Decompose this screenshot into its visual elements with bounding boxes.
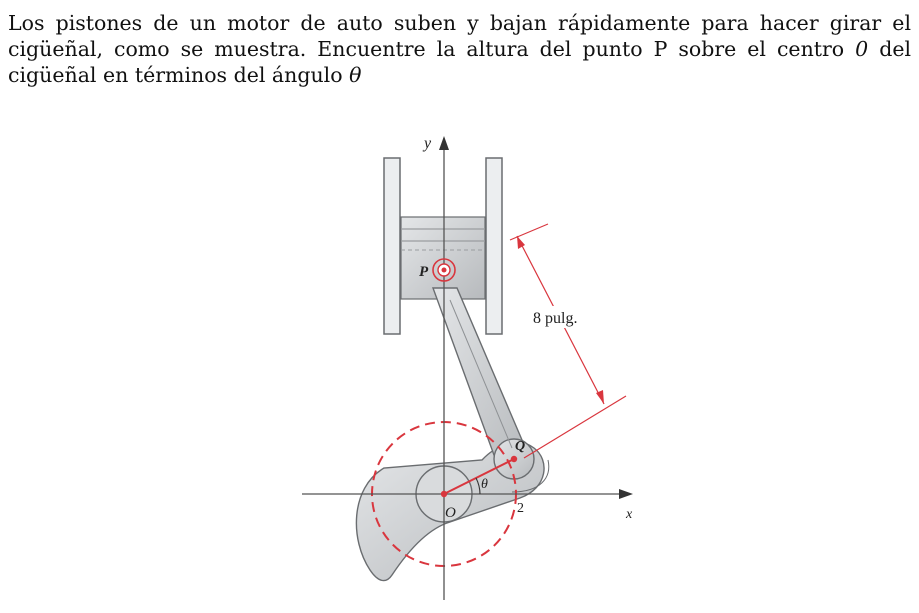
- cylinder-wall-right: [486, 158, 502, 334]
- y-axis-label: y: [424, 135, 432, 152]
- y-axis-arrow: [439, 136, 449, 150]
- rod-length-label: 8 pulg.: [533, 310, 578, 327]
- point-o-dot: [441, 491, 447, 497]
- piston: [401, 217, 485, 299]
- problem-text-1: Los pistones de un motor de auto suben y bajan rápidamente para hacer girar el cigüeñal, como se muestra. Encuentre la altura del punto P sobre el centro: [8, 11, 911, 61]
- center-symbol: 0: [855, 37, 869, 61]
- x-axis-label: x: [626, 507, 633, 522]
- angle-symbol: θ: [349, 63, 362, 87]
- cylinder-wall-left: [384, 158, 400, 334]
- point-q-dot: [511, 456, 517, 462]
- point-p-label: P: [419, 264, 429, 280]
- dimension-arrow-top: [517, 236, 525, 249]
- rod-length-dimension: [510, 224, 626, 458]
- center-o-label: O: [445, 505, 456, 521]
- angle-theta-label: θ: [481, 477, 488, 492]
- x-axis-arrow: [619, 489, 633, 499]
- radius-label: 2: [517, 501, 524, 516]
- point-q-label: Q: [515, 439, 526, 454]
- problem-text-2: del cigüeñal en términos del ángulo: [8, 37, 912, 87]
